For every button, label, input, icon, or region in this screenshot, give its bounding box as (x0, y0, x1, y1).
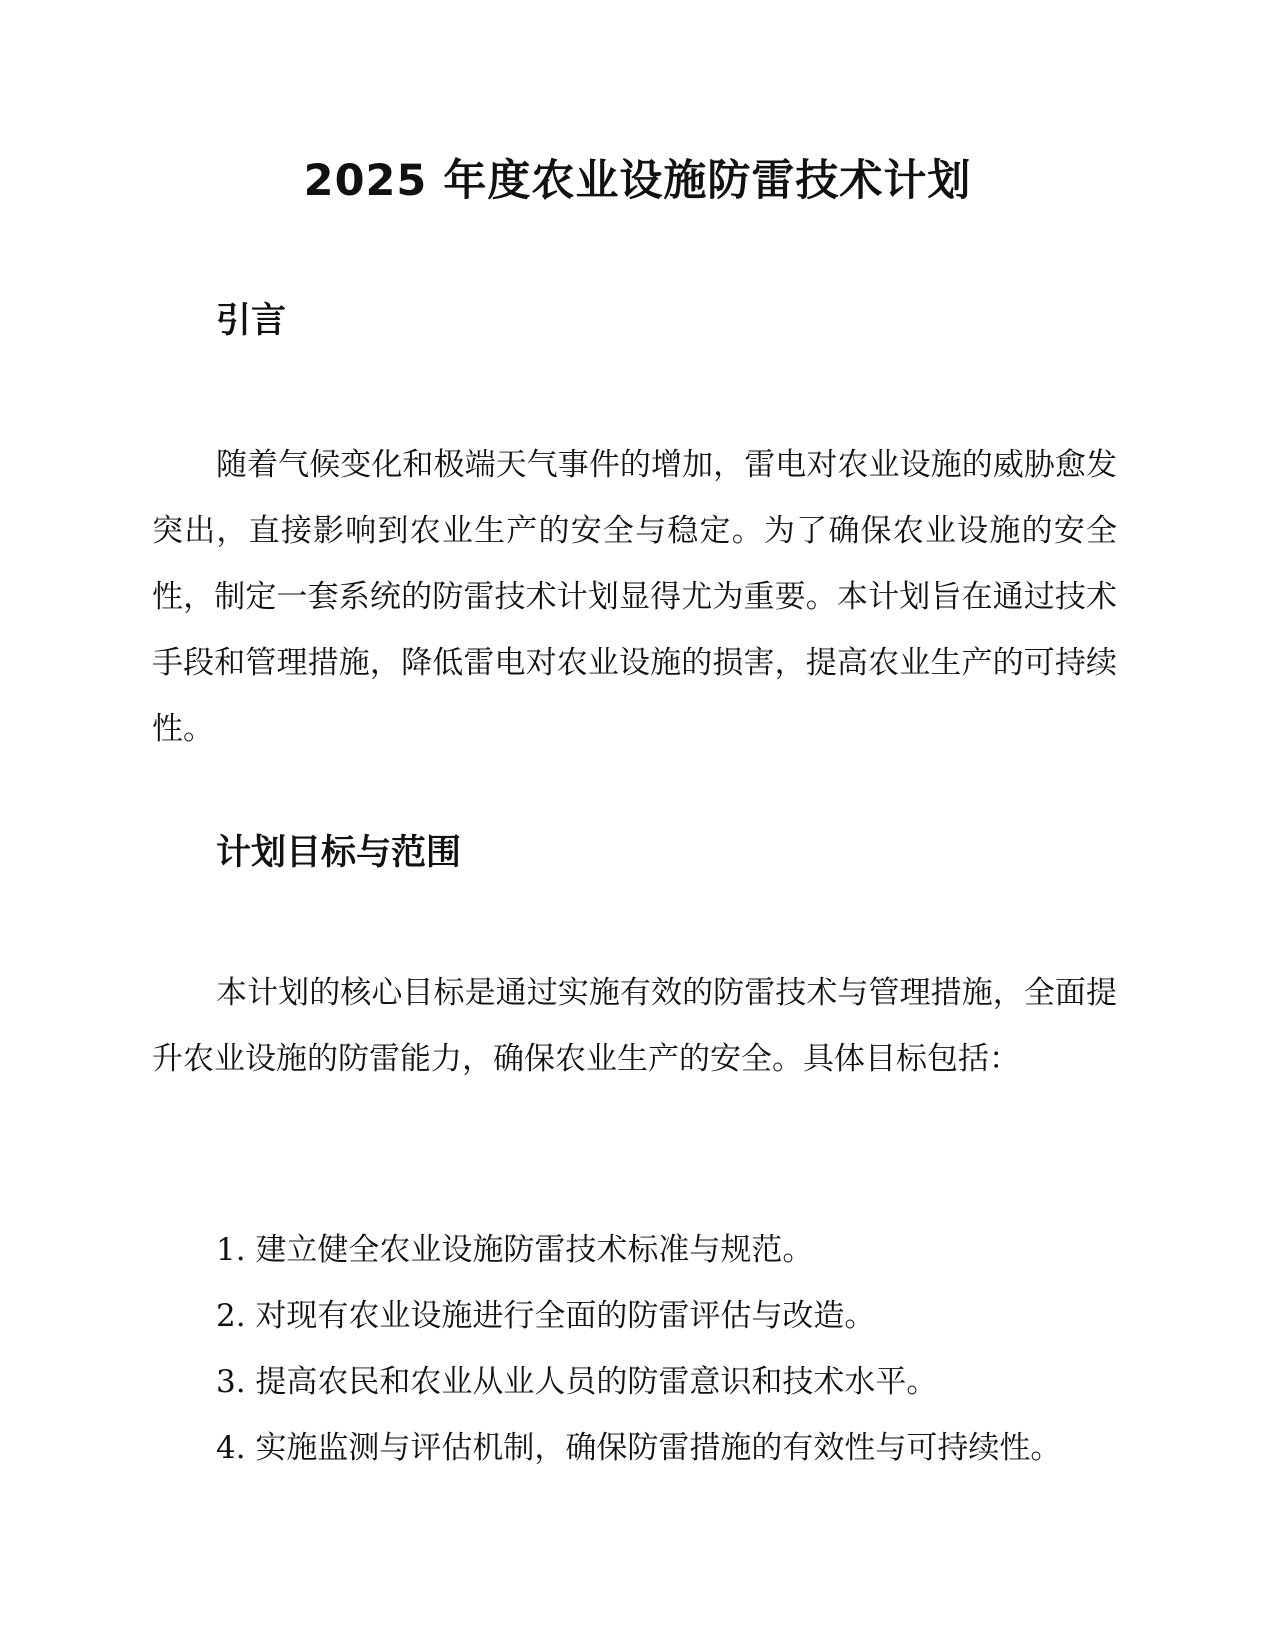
goal-list-item: 3. 提高农民和农业从业人员的防雷意识和技术水平。 (216, 1364, 938, 1400)
section-heading-goals: 计划目标与范围 (216, 833, 462, 873)
goals-paragraph: 本计划的核心目标是通过实施有效的防雷技术与管理措施，全面提升农业设施的防雷能力，确保农业生产的安全。具体目标包括： (152, 975, 1117, 1077)
goal-list-item: 4. 实施监测与评估机制，确保防雷措施的有效性与可持续性。 (216, 1430, 1062, 1466)
goal-list (216, 1217, 1061, 1481)
intro-paragraph: 随着气候变化和极端天气事件的增加，雷电对农业设施的威胁愈发突出，直接影响到农业生产的安全与稳定。为了确保农业设施的安全性，制定一套系统的防雷技术计划显得尤为重要。本计划旨在通过技术手段和管理措施，降低雷电对农业设施的损害，提高农业生产的可持续性。 (152, 447, 1117, 747)
section-heading-intro: 引言 (216, 301, 287, 341)
document-title: 2025 年度农业设施防雷技术计划 (303, 156, 972, 206)
goal-list-item: 2. 对现有农业设施进行全面的防雷评估与改造。 (216, 1298, 876, 1334)
goal-list-item: 1. 建立健全农业设施防雷技术标准与规范。 (216, 1232, 814, 1268)
